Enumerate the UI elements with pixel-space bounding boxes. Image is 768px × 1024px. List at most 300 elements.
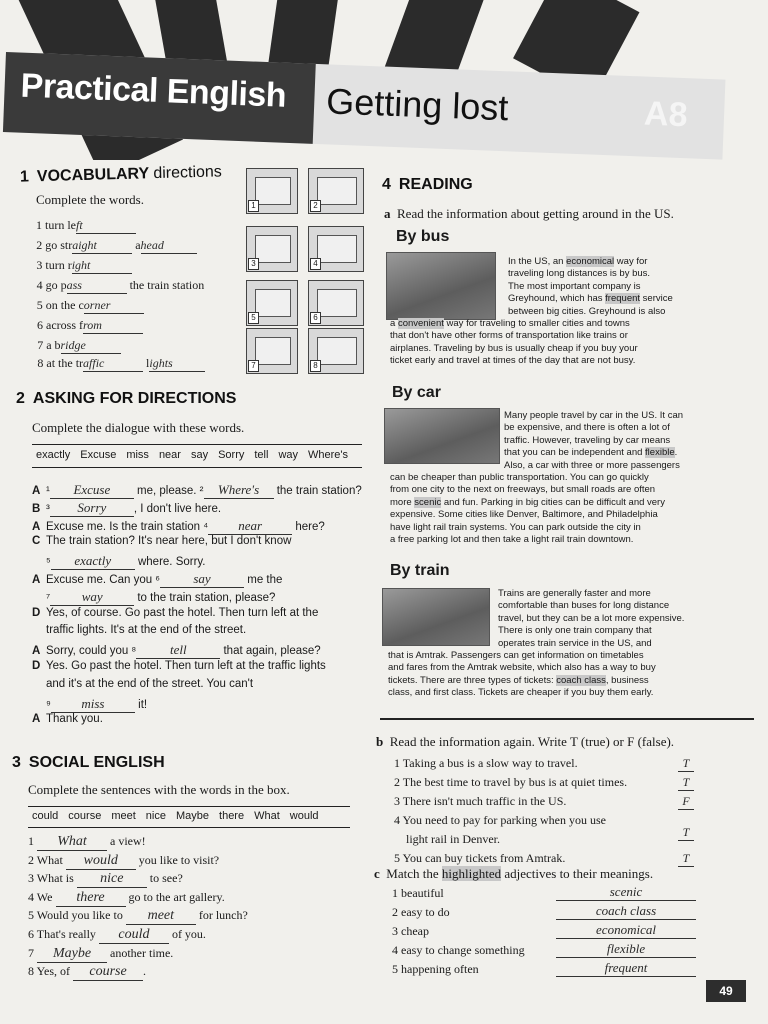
text-span: a xyxy=(390,318,398,330)
tf-item xyxy=(394,794,566,809)
vocab-number: 1 xyxy=(19,168,30,186)
direction-icon xyxy=(308,280,364,326)
item-number: 4 xyxy=(28,889,34,904)
dialogue-answer: say xyxy=(160,571,244,588)
text-line xyxy=(388,613,750,625)
text-span: In the US, an xyxy=(508,256,567,267)
icon-number: 4 xyxy=(310,258,321,270)
box-word: would xyxy=(289,810,319,822)
tf-item xyxy=(394,756,578,771)
social-item xyxy=(28,908,248,925)
highlight-word: scenic xyxy=(414,496,442,508)
highlight-word: economical xyxy=(566,256,615,267)
box-word: near xyxy=(158,449,181,461)
social-item xyxy=(28,853,219,870)
direction-icon xyxy=(308,328,364,374)
match-item xyxy=(392,943,525,958)
icon-number: 7 xyxy=(248,360,259,372)
vocab-heading xyxy=(20,163,222,186)
text-line xyxy=(390,509,750,521)
social-item xyxy=(28,834,146,851)
item-number: 2 xyxy=(28,852,34,867)
text-span: from one city to the next on freeways, but small roads are often xyxy=(390,484,656,496)
item-prompt: What is xyxy=(36,871,77,886)
bus-paragraph xyxy=(390,256,750,368)
match-answer: economical xyxy=(556,922,696,939)
line-text-2: to the train station, please? xyxy=(134,591,276,604)
item-number: 3 xyxy=(394,794,400,808)
text-span: Also, a car with three or more passengers xyxy=(504,459,680,471)
reading-c-label: c xyxy=(374,866,380,881)
lesson-title: Getting lost xyxy=(325,80,510,129)
line-text-2: it! xyxy=(134,698,148,711)
reading-a-label: a xyxy=(384,206,391,221)
direction-icon xyxy=(246,226,298,272)
vocab-item xyxy=(37,356,205,372)
text-line xyxy=(390,435,750,447)
match-item xyxy=(392,962,479,977)
speaker: A xyxy=(32,520,41,533)
box-word: exactly xyxy=(36,449,71,461)
text-line xyxy=(388,650,750,662)
item-number: 2 xyxy=(36,238,43,252)
answer-blank: ass xyxy=(67,278,127,294)
item-prompt: turn r xyxy=(45,258,72,272)
dialogue-line xyxy=(32,589,275,606)
text-span: The most important company is xyxy=(508,280,641,292)
text-line xyxy=(388,638,750,650)
text-line xyxy=(390,484,750,496)
box-word: way xyxy=(278,449,298,461)
text-span: . xyxy=(674,447,678,459)
text-line xyxy=(390,306,750,318)
direction-icon xyxy=(246,168,298,214)
answer-blank-2: ights xyxy=(149,356,205,372)
highlight-word: frequent xyxy=(605,293,641,305)
text-line xyxy=(390,497,750,509)
social-word-box xyxy=(28,806,350,828)
item-number: 1 xyxy=(36,218,42,232)
answer-blank: orner xyxy=(84,298,144,314)
item-prompt: across f xyxy=(46,318,83,332)
answer-blank: there xyxy=(56,890,126,907)
dialogue-line xyxy=(32,696,147,713)
text-span: that is Amtrak. Passengers can get information on timetables xyxy=(388,650,644,662)
text-line xyxy=(390,460,750,472)
item-number: 5 xyxy=(28,908,34,923)
line-text-2: , I don't live here. xyxy=(133,502,222,515)
tf-answer: F xyxy=(678,794,694,810)
road-shape xyxy=(317,289,357,317)
item-suffix: you like to visit? xyxy=(135,852,220,867)
tf-item-cont: light rail in Denver. xyxy=(406,832,500,846)
item-number: 3 xyxy=(36,258,43,272)
dialogue-line xyxy=(32,500,221,517)
item-prompt: at the tr xyxy=(46,356,84,370)
social-instruction: Complete the sentences with the words in the box. xyxy=(28,782,290,797)
reading-b-instruction xyxy=(376,734,674,750)
dialogue-line xyxy=(32,678,253,690)
dialogue-answer-2: Where's xyxy=(204,482,274,499)
line-text: Yes. Go past the hotel. Then turn left at the traffic lights xyxy=(46,660,326,672)
text-line xyxy=(390,422,750,434)
text-line xyxy=(388,687,750,699)
road-shape xyxy=(317,177,357,205)
item-number: 4 xyxy=(392,943,398,957)
box-word: there xyxy=(219,810,245,822)
reading-number: 4 xyxy=(382,176,391,193)
text-line xyxy=(390,256,750,268)
answer-blank: rom xyxy=(83,318,143,334)
dialogue-answer: Excuse xyxy=(50,482,134,499)
road-shape xyxy=(317,235,357,263)
road-shape xyxy=(255,177,291,205)
dialogue-line xyxy=(32,624,246,636)
lesson-code: A8 xyxy=(643,94,689,135)
line-text-2: where. Sorry. xyxy=(134,556,206,569)
text-line xyxy=(388,675,750,687)
road-shape xyxy=(255,289,291,317)
text-span: comfortable than buses for long distance xyxy=(498,600,670,612)
text-line xyxy=(388,662,750,674)
statement: You need to pay for parking when you use xyxy=(402,813,606,827)
text-span: Greyhound, which has xyxy=(508,293,606,305)
answer-blank: could xyxy=(99,927,169,944)
tf-item xyxy=(394,775,627,790)
box-word: miss xyxy=(126,449,149,461)
text-span: a free parking lot and then take a light rail train downtown. xyxy=(390,534,634,546)
meaning: beautiful xyxy=(401,886,444,900)
car-paragraph xyxy=(390,410,750,546)
item-prompt: go str xyxy=(45,238,73,252)
reading-a-text: Read the information about getting around in the US. xyxy=(397,206,674,221)
speaker: D xyxy=(32,660,41,672)
box-word: could xyxy=(32,810,59,822)
dialogue-line xyxy=(32,571,282,588)
item-prompt-2: l xyxy=(146,356,150,370)
reading-c-pre: Match the xyxy=(386,866,442,881)
meaning: happening often xyxy=(401,962,479,976)
box-word: nice xyxy=(145,810,166,822)
item-suffix: a view! xyxy=(107,834,146,848)
text-span: class, and first class. Tickets are cheaper if you buy them early. xyxy=(388,687,654,699)
meaning: cheap xyxy=(401,924,429,938)
reading-c-post: adjectives to their meanings. xyxy=(501,866,654,881)
item-number: 7 xyxy=(28,945,34,960)
line-text: and it's at the end of the street. You can't xyxy=(46,677,254,690)
vocab-item xyxy=(37,278,205,294)
answer-blank: nice xyxy=(77,871,147,888)
reading-b-label: b xyxy=(376,734,384,749)
tf-item xyxy=(394,851,565,866)
text-line xyxy=(388,625,750,637)
item-number: 7 xyxy=(37,338,44,352)
direction-icon xyxy=(246,328,298,374)
box-word: course xyxy=(68,810,102,822)
item-prompt: What xyxy=(36,852,66,867)
item-number: 2 xyxy=(394,775,400,789)
answer-blank: What xyxy=(37,834,107,851)
text-span: tickets. There are three types of tickets: xyxy=(388,674,557,686)
text-span: operates train service in the US, and xyxy=(498,637,652,649)
vocab-title: VOCABULARY xyxy=(36,165,150,186)
item-number: 5 xyxy=(394,851,400,865)
text-span: ticket early and travel at times of the day that are not busy. xyxy=(390,355,636,367)
text-span: and fares from the Amtrak website, which also has a way to buy xyxy=(388,662,656,674)
line-text: Excuse me. Is the train station ⁴ xyxy=(46,520,209,533)
dialogue-line xyxy=(32,482,362,499)
text-span: more xyxy=(390,496,415,508)
item-number: 1 xyxy=(394,756,400,770)
tf-answer: T xyxy=(678,756,694,772)
highlight-word: flexible xyxy=(645,447,675,459)
line-text-3: the train station? xyxy=(273,485,362,497)
line-text: ¹ xyxy=(46,485,50,497)
line-text-2: me the xyxy=(244,574,283,586)
reading-c-instruction xyxy=(374,866,653,882)
train-paragraph xyxy=(388,588,750,700)
dialogue-answer: exactly xyxy=(51,553,135,570)
text-line xyxy=(390,355,750,367)
box-word: Sorry xyxy=(218,449,245,461)
item-suffix: the train station xyxy=(129,278,205,292)
speaker: B xyxy=(32,502,41,515)
text-line xyxy=(390,472,750,484)
tf-answer: T xyxy=(678,825,694,841)
dialogue-line xyxy=(32,713,103,725)
text-span: Trains are generally faster and more xyxy=(498,588,651,599)
item-prompt: Would you like to xyxy=(36,908,126,923)
social-item xyxy=(28,890,225,907)
dialogue-answer: near xyxy=(208,518,292,535)
tf-item xyxy=(394,813,606,828)
statement: There isn't much traffic in the US. xyxy=(402,794,567,808)
train-title: By train xyxy=(390,562,450,579)
box-word: say xyxy=(190,449,209,461)
line-text: Yes, of course. Go past the hotel. Then turn left at the xyxy=(46,606,319,619)
item-number: 4 xyxy=(36,278,43,292)
social-heading xyxy=(12,754,165,772)
speaker: A xyxy=(32,713,41,726)
text-line xyxy=(390,410,750,422)
item-prompt: That's really xyxy=(36,927,99,941)
vocab-instruction: Complete the words. xyxy=(36,192,144,207)
text-span: that you can be independent and xyxy=(504,447,646,459)
highlight-word: coach class xyxy=(556,674,606,686)
header-banner xyxy=(0,0,768,160)
vocab-item xyxy=(37,318,143,334)
item-prompt: go p xyxy=(45,278,67,292)
text-line xyxy=(388,588,750,600)
item-number: 3 xyxy=(392,924,398,938)
meaning: easy to do xyxy=(401,905,450,919)
asking-number: 2 xyxy=(16,390,25,407)
icon-number: 1 xyxy=(248,200,259,212)
dialogue-line xyxy=(32,535,291,547)
text-line xyxy=(390,522,750,534)
item-prompt: on the c xyxy=(45,298,84,312)
match-answer: coach class xyxy=(556,903,696,920)
highlight-word: convenient xyxy=(397,318,444,330)
vocab-item xyxy=(37,298,144,314)
text-line xyxy=(390,447,750,459)
box-word: tell xyxy=(254,449,269,461)
answer-blank: ridge xyxy=(61,338,121,354)
meaning: easy to change something xyxy=(401,943,525,957)
line-text: The train station? It's near here, but I don't know xyxy=(46,535,292,548)
answer-blank: would xyxy=(66,853,136,870)
item-number: 8 xyxy=(28,964,34,979)
text-line xyxy=(390,318,750,330)
item-suffix: go to the art gallery. xyxy=(125,889,225,904)
answer-blank: course xyxy=(73,964,143,981)
text-line xyxy=(390,293,750,305)
answer-blank: meet xyxy=(126,908,196,925)
item-prompt-2: a xyxy=(135,238,141,252)
reading-b-text: Read the information again. Write T (true) or F (false). xyxy=(389,734,675,749)
item-number: 6 xyxy=(28,927,34,941)
box-word: Excuse xyxy=(80,449,117,461)
speaker: A xyxy=(32,645,41,658)
text-span: , business xyxy=(605,674,649,686)
reading-heading xyxy=(382,176,473,194)
direction-icon xyxy=(308,226,364,272)
match-answer: scenic xyxy=(556,884,696,901)
line-text: ⁵ xyxy=(46,556,51,569)
line-text-2: that again, please? xyxy=(220,645,321,658)
text-span: can be cheaper than public transportation. You can go quickly xyxy=(390,472,649,484)
speaker: A xyxy=(32,485,41,497)
item-prompt: We xyxy=(36,889,56,904)
match-item xyxy=(392,886,444,901)
reading-a-instruction xyxy=(384,206,674,222)
box-word: Maybe xyxy=(175,810,210,822)
line-text-2: here? xyxy=(292,520,325,533)
item-number: 3 xyxy=(28,871,34,886)
icon-number: 8 xyxy=(310,360,321,372)
item-number: 1 xyxy=(28,834,34,848)
vocab-subtitle: directions xyxy=(153,163,223,183)
practical-english-title: Practical English xyxy=(19,66,287,115)
box-word: meet xyxy=(111,810,136,822)
text-span: travel, but they can be a lot more expensive. xyxy=(498,612,685,624)
answer-blank: ft xyxy=(76,218,136,234)
reading-c-highlight: highlighted xyxy=(441,866,502,881)
answer-blank: aight xyxy=(72,238,132,254)
asking-title: ASKING FOR DIRECTIONS xyxy=(32,390,237,407)
item-suffix: of you. xyxy=(168,927,206,941)
reading-box-rule xyxy=(380,718,754,720)
item-number: 5 xyxy=(36,298,43,312)
direction-icon xyxy=(246,280,298,326)
vocab-item xyxy=(37,338,120,354)
dialogue-line xyxy=(32,660,326,672)
line-text: ³ xyxy=(46,502,50,515)
item-prompt: turn le xyxy=(45,218,76,232)
vocab-item xyxy=(36,238,196,254)
bus-title: By bus xyxy=(396,228,450,245)
asking-word-box xyxy=(32,444,362,468)
text-span: airplanes. Traveling by bus is usually cheap if you buy your xyxy=(390,342,638,354)
match-item xyxy=(392,924,429,939)
social-title: SOCIAL ENGLISH xyxy=(28,754,165,771)
answer-blank: Maybe xyxy=(37,946,107,963)
road-shape xyxy=(255,337,291,365)
vocab-item xyxy=(36,258,131,274)
dialogue-line xyxy=(32,607,318,619)
page-number: 49 xyxy=(706,980,746,1002)
item-number: 8 xyxy=(37,356,44,370)
text-line xyxy=(390,343,750,355)
icon-number: 3 xyxy=(248,258,259,270)
line-text: Excuse me. Can you ⁶ xyxy=(46,574,161,586)
text-span: Many people travel by car in the US. It can xyxy=(504,410,684,421)
vocab-item xyxy=(36,218,136,234)
line-text: Thank you. xyxy=(46,713,103,726)
social-number: 3 xyxy=(12,754,21,771)
text-span: way for traveling to smaller cities and towns xyxy=(443,318,630,330)
text-line xyxy=(388,600,750,612)
dialogue-line xyxy=(32,518,325,535)
direction-icon xyxy=(308,168,364,214)
reading-title: READING xyxy=(398,176,473,193)
line-text: ⁷ xyxy=(46,591,51,604)
item-suffix: another time. xyxy=(107,945,174,960)
box-word: Where's xyxy=(308,449,348,461)
text-span: traveling long distances is by bus. xyxy=(508,268,651,280)
box-word: What xyxy=(254,810,280,822)
text-span: There is only one train company that xyxy=(498,625,652,637)
statement: The best time to travel by bus is at quiet times. xyxy=(402,775,628,789)
item-prompt: Yes, of xyxy=(36,964,74,979)
text-line xyxy=(390,534,750,546)
speaker: C xyxy=(32,535,41,548)
reading-text-box xyxy=(380,224,752,719)
item-number: 2 xyxy=(392,905,398,919)
road-shape xyxy=(317,337,357,365)
text-span: be expensive, and there is often a lot of xyxy=(504,422,670,434)
answer-blank-2: head xyxy=(141,238,197,254)
text-line xyxy=(390,268,750,280)
dialogue-answer: tell xyxy=(136,642,220,659)
speaker: D xyxy=(32,606,41,619)
icon-number: 2 xyxy=(310,200,321,212)
road-shape xyxy=(255,235,291,263)
text-span: and fun. Parking in big cities can be difficult and very xyxy=(441,496,665,508)
text-span: between big cities. Greyhound is also xyxy=(508,305,666,317)
icon-number: 6 xyxy=(310,312,321,324)
dialogue-answer: Sorry xyxy=(50,500,134,517)
car-title: By car xyxy=(392,384,441,401)
asking-instruction: Complete the dialogue with these words. xyxy=(32,420,245,435)
text-span: service xyxy=(640,293,673,305)
dialogue-answer: way xyxy=(50,589,134,606)
social-item xyxy=(28,946,173,963)
item-number: 5 xyxy=(392,962,398,976)
item-suffix: to see? xyxy=(146,871,183,886)
item-suffix: for lunch? xyxy=(195,908,248,923)
item-number: 1 xyxy=(392,886,398,900)
statement: Taking a bus is a slow way to travel. xyxy=(402,756,578,770)
match-item xyxy=(392,905,450,920)
item-prompt: a b xyxy=(46,338,61,352)
text-span: that don't have other forms of transportation like trains or xyxy=(390,330,628,342)
answer-blank: affic xyxy=(83,356,143,372)
text-span: traffic. However, traveling by car means xyxy=(504,434,671,446)
dialogue-line xyxy=(32,642,321,659)
text-line xyxy=(390,281,750,293)
line-text: ⁹ xyxy=(46,698,51,711)
